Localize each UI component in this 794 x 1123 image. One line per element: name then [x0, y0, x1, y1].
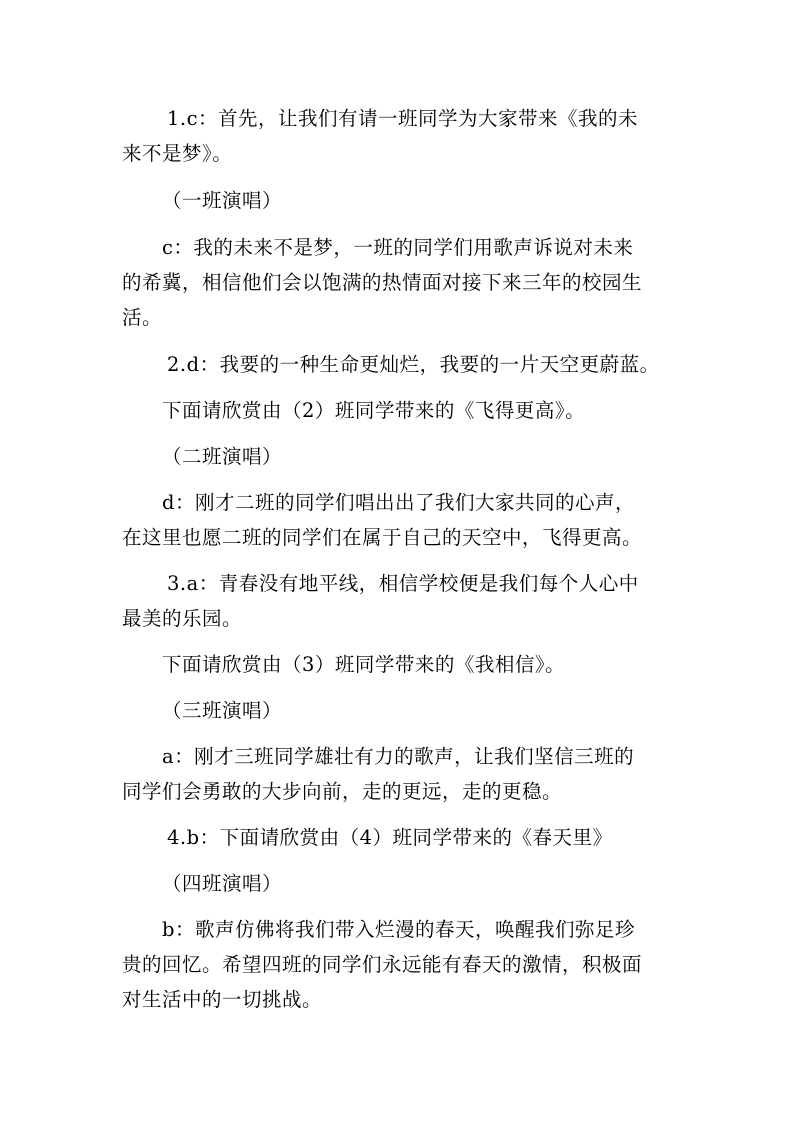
text-line: （四班演唱） — [162, 872, 283, 895]
text-line: d：刚才二班的同学们唱出出了我们大家共同的心声， — [162, 491, 635, 514]
paragraph-class3-invite — [122, 647, 702, 682]
paragraph-class1-intro — [122, 101, 702, 171]
text-line: 活。 — [122, 306, 163, 329]
paragraph-class4-comment — [122, 912, 702, 1017]
text-line: 1.c：首先，让我们有请一班同学为大家带来《我的未 — [167, 107, 639, 130]
paragraph-class2-performance — [122, 439, 702, 474]
document-body — [122, 101, 702, 1017]
text-line: 下面请欣赏由（2）班同学带来的《飞得更高》。 — [162, 399, 586, 422]
text-line: 3.a：青春没有地平线，相信学校便是我们每个人心中 — [167, 572, 639, 595]
text-line: b：歌声仿佛将我们带入烂漫的春天，唤醒我们弥足珍 — [162, 918, 635, 941]
text-line: 下面请欣赏由（3）班同学带来的《我相信》。 — [162, 653, 566, 676]
paragraph-class3-intro — [122, 566, 702, 636]
paragraph-class4-performance — [122, 866, 702, 901]
text-line: 同学们会勇敢的大步向前，走的更远，走的更稳。 — [122, 780, 563, 803]
paragraph-class4-intro — [122, 820, 702, 855]
paragraph-class2-intro — [122, 347, 702, 382]
paragraph-class1-comment — [122, 230, 702, 335]
paragraph-class2-invite — [122, 393, 702, 428]
text-line: 在这里也愿二班的同学们在属于自己的天空中，飞得更高。 — [122, 526, 643, 549]
text-line: c：我的未来不是梦，一班的同学们用歌声诉说对未来 — [162, 236, 634, 259]
text-line: 2.d：我要的一种生命更灿烂，我要的一片天空更蔚蓝。 — [167, 353, 660, 376]
text-line: 4.b：下面请欣赏由（4）班同学带来的《春天里》 — [167, 826, 613, 849]
text-line: 对生活中的一切挑战。 — [122, 988, 323, 1011]
paragraph-class1-performance — [122, 183, 702, 218]
text-line: （一班演唱） — [162, 189, 283, 212]
text-line: （三班演唱） — [162, 699, 283, 722]
text-line: 来不是梦》。 — [122, 142, 233, 165]
paragraph-class2-comment — [122, 485, 702, 555]
text-line: 的希冀，相信他们会以饱满的热情面对接下来三年的校园生 — [122, 271, 643, 294]
text-line: 贵的回忆。希望四班的同学们永远能有春天的激情，积极面 — [122, 953, 643, 976]
paragraph-class3-performance — [122, 693, 702, 728]
text-line: a：刚才三班同学雄壮有力的歌声，让我们坚信三班的 — [162, 745, 635, 768]
text-line: （二班演唱） — [162, 445, 283, 468]
paragraph-class3-comment — [122, 739, 702, 809]
text-line: 最美的乐园。 — [122, 607, 243, 630]
